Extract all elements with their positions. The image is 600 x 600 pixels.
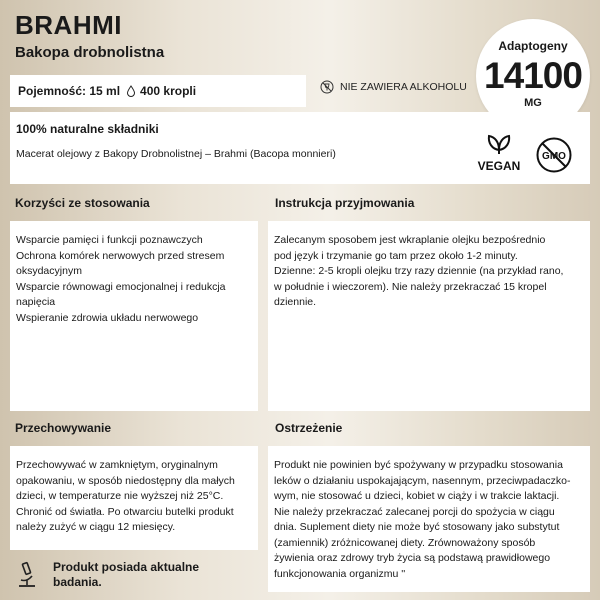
alcohol-note [320, 80, 467, 94]
product-subtitle: Bakopa drobnolistna [15, 44, 165, 61]
benefit-line: oksydacyjnym [16, 265, 82, 277]
badge-label: Adaptogeny [498, 39, 568, 53]
warning-line: funkcjonowania organizmu '' [274, 567, 406, 580]
benefits-panel [10, 221, 258, 411]
instruction-line: Dzienne: 2-5 kropli olejku trzy razy dziennie (na przykład rano, [274, 265, 564, 277]
microscope-icon [15, 561, 39, 589]
research-line: badania. [53, 575, 102, 589]
alcohol-note-text: NIE ZAWIERA ALKOHOLU [340, 81, 467, 93]
vegan-label: VEGAN [477, 159, 521, 173]
warning-line: żywienia oraz zdrowy tryb życia są podstawą prawidłowego [274, 552, 551, 564]
warning-title: Ostrzeżenie [275, 421, 343, 435]
capacity-box [10, 75, 306, 107]
storage-line: należy zużyć w ciągu 12 miesięcy. [16, 521, 176, 533]
instructions-panel [268, 221, 590, 411]
instruction-line: dziennie. [274, 296, 317, 308]
ingredients-text: Macerat olejowy z Bakopy Drobnolistnej – Brahmi (Bacopa monnieri) [16, 148, 336, 160]
instruction-line: Zalecanym sposobem jest wkraplanie olejku bezpośrednio [274, 234, 546, 246]
instruction-line: pod język i trzymanie go tam przez około 1-2 minuty. [274, 249, 518, 262]
instruction-line: w południe i wieczorem). Nie należy przekraczać 15 kropel [274, 280, 547, 293]
benefit-line: Ochrona komórek nerwowych przed stresem [16, 249, 225, 262]
warning-line: Produkt nie powinien być spożywany w przypadku stosowania [274, 459, 563, 471]
warning-line: leków o działaniu uspokajającym, nasennym, przeciwpadaczko- [274, 474, 571, 487]
benefit-line: napięcia [16, 296, 56, 308]
warning-panel [268, 446, 590, 592]
benefit-line: Wsparcie równowagi emocjonalnej i redukcja [16, 280, 226, 293]
badge-unit: MG [524, 97, 542, 109]
ingredients-box [10, 112, 590, 184]
badge-value: 14100 [484, 55, 582, 96]
benefit-line: Wsparcie pamięci i funkcji poznawczych [16, 234, 203, 246]
research-line: Produkt posiada aktualne [53, 560, 200, 574]
no-gmo-icon [535, 136, 573, 174]
drops-count: 400 kropli [140, 84, 197, 98]
vegan-icon [475, 132, 523, 174]
instructions-title: Instrukcja przyjmowania [275, 196, 415, 210]
no-alcohol-icon [320, 80, 334, 94]
storage-panel [10, 446, 258, 550]
warning-line: Nie należy przekraczać zalecanej porcji do spożycia w ciągu [274, 505, 555, 518]
gmo-label: GMO [542, 151, 566, 162]
product-title: BRAHMI [15, 10, 122, 40]
research-note [15, 560, 223, 590]
storage-line: Chronić od światła. Po otwarciu butelki produkt [16, 505, 234, 518]
benefit-line: Wspieranie zdrowia układu nerwowego [16, 311, 199, 324]
ingredients-title: 100% naturalne składniki [16, 122, 159, 136]
warning-line: dnia. Suplement diety nie może być stosowany jako substytut [274, 521, 560, 533]
storage-line: dzieci, w temperaturze nie wyższej niż 25°C. [16, 490, 224, 502]
storage-line: Przechowywać w zamkniętym, oryginalnym [16, 459, 218, 471]
drop-icon [126, 85, 136, 97]
warning-line: wym, nie stosować u dzieci, kobiet w ciąży i w trakcie laktacji. [274, 490, 560, 502]
warning-line: (zamiennik) zróżnicowanej diety. Zrównoważony sposób [274, 536, 536, 549]
storage-line: opakowaniu, w sposób niedostępny dla małych [16, 474, 235, 487]
capacity-label: Pojemność: 15 ml [18, 84, 121, 98]
benefits-title: Korzyści ze stosowania [15, 196, 150, 210]
storage-title: Przechowywanie [15, 421, 112, 435]
